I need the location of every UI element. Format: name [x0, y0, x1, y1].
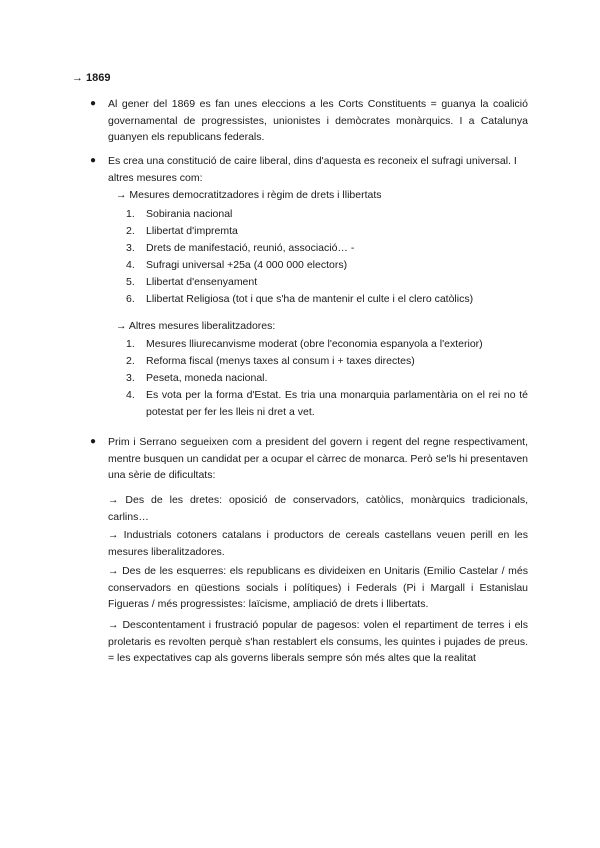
measures-list	[126, 206, 528, 308]
list-item: 2. Llibertat d'impremta	[126, 225, 238, 237]
difficulty-paragraph: → Des de les esquerres: els republicans es divideixen en Unitaris (Emilio Castelar / més conservadors en qüestions socials i polítiques) i Federals (Pi i Margall i Estanislau Figueras / més progressistes: laïcisme, ampliació de drets i llibertats.	[108, 565, 528, 610]
bullet-text: Al gener del 1869 es fan unes eleccions a les Corts Constituents = guanya la coalició governamental de progressistes, unionistes i demòcrates monàrquics. I a Catalunya guanyen els republicans federals.	[108, 98, 528, 143]
difficulty-paragraph: → Des de les dretes: oposició de conservadors, catòlics, monàrquics tradicionals, carlins…	[108, 494, 528, 523]
measures-title: → Altres mesures liberalitzadores:	[116, 320, 276, 332]
measures-title: → Mesures democratitzadores i règim de drets i llibertats	[116, 189, 382, 201]
bullet-text: Es crea una constitució de caire liberal, dins d'aquesta es reconeix el sufragi universal. I altres mesures com:	[108, 155, 517, 184]
list-item: 5. Llibertat d'ensenyament	[126, 276, 258, 288]
list-item: 4. Es vota per la forma d'Estat. Es tria una monarquia parlamentària on el rei no té potestat per fer les lleis ni dret a vet.	[126, 389, 528, 418]
bullet-dot: ●	[90, 98, 97, 109]
measures-list	[126, 336, 528, 421]
list-item: 1. Sobirania nacional	[126, 208, 233, 220]
bullet-item	[90, 434, 528, 484]
difficulty-paragraph: → Industrials cotoners catalans i productors de cereals castellans veuen perill en les mesures liberalitzadores.	[108, 529, 528, 558]
bullet-item	[90, 96, 528, 146]
section-heading: → 1869	[72, 72, 111, 84]
bullet-item	[90, 153, 528, 186]
list-item: 3. Drets de manifestació, reunió, associació… -	[126, 242, 355, 254]
list-item: 2. Reforma fiscal (menys taxes al consum i + taxes directes)	[126, 355, 415, 367]
list-item: 4. Sufragi universal +25a (4 000 000 electors)	[126, 259, 348, 271]
list-item: 1. Mesures lliurecanvisme moderat (obre l'economia espanyola a l'exterior)	[126, 338, 483, 350]
bullet-text: Prim i Serrano segueixen com a president del govern i regent del regne respectivament, mentre busquen un candidat per a ocupar el càrrec de monarca. Però se'ls hi presentaven una sèrie de dificultats:	[108, 436, 528, 481]
list-item: 3. Peseta, moneda nacional.	[126, 372, 268, 384]
bullet-dot: ●	[90, 436, 97, 447]
difficulty-paragraph: → Descontentament i frustració popular de pagesos: volen el repartiment de terres i els proletaris es revolten perquè s'han restablert els consums, les quintes i pujades de preus. = les expectatives cap als governs liberals sempre són més altes que la realitat	[108, 619, 528, 664]
list-item: 6. Llibertat Religiosa (tot i que s'ha de mantenir el culte i el clero catòlics)	[126, 293, 474, 305]
bullet-dot: ●	[90, 155, 97, 166]
